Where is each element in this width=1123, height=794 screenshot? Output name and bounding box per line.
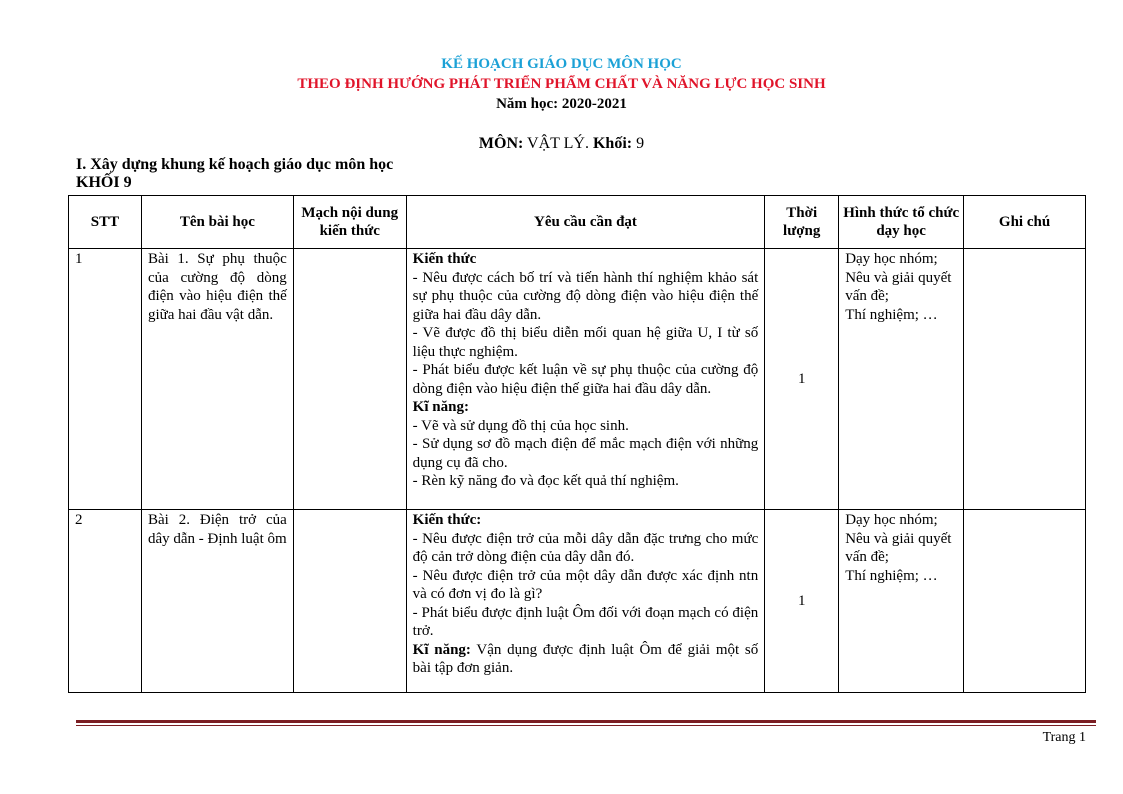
form-item: Nêu và giải quyết vấn đề; (845, 530, 952, 565)
req-skill-label: Kĩ năng: (412, 641, 471, 658)
cell-stt: 1 (69, 249, 142, 510)
cell-form (839, 249, 964, 510)
req-item: - Sử dụng sơ đồ mạch điện để mắc mạch điện với những dụng cụ đã cho. (412, 436, 759, 471)
footer-rule-thick (76, 720, 1096, 723)
req-item: - Phát biểu được định luật Ôm đối với đoạn mạch có điện trở. (412, 604, 759, 639)
form-item: Dạy học nhóm; (845, 251, 938, 267)
cell-stt: 2 (69, 510, 142, 693)
cell-lesson: Bài 2. Điện trở của dây dẫn - Định luật ôm (141, 510, 293, 693)
plan-subtitle: THEO ĐỊNH HƯỚNG PHÁT TRIỂN PHẨM CHẤT VÀ NĂNG LỰC HỌC SINH (297, 76, 826, 92)
req-item: - Phát biểu được kết luận về sự phụ thuộc của cường độ dòng điện vào hiệu điện thế giữa hai đầu dây dẫn. (412, 362, 759, 397)
page-number: Trang 1 (1042, 730, 1086, 745)
cell-content (293, 249, 406, 510)
plan-title: KẾ HOẠCH GIÁO DỤC MÔN HỌC (441, 56, 682, 72)
form-item: Thí nghiệm; … (845, 306, 938, 323)
req-skill (413, 641, 759, 678)
document-header (0, 54, 1123, 114)
header-duration: Thời lượng (765, 196, 839, 249)
header-content: Mạch nội dung kiến thức (293, 196, 406, 249)
school-year: Năm học: 2020-2021 (496, 96, 627, 112)
header-form: Hình thức tổ chức dạy học (839, 196, 964, 249)
req-heading: Kiến thức: (412, 512, 482, 528)
cell-duration: 1 (765, 249, 839, 510)
table-row (69, 510, 1086, 693)
subject-value: VẬT LÝ. (523, 135, 593, 152)
header-note: Ghi chú (964, 196, 1086, 249)
header-stt: STT (69, 196, 142, 249)
subject-label: MÔN: (478, 135, 524, 152)
req-skill-text: Vận dụng được định luật Ôm để giải một số bài tập đơn giản. (412, 641, 759, 676)
plan-table (68, 195, 1086, 693)
footer-rule-thin (76, 725, 1096, 726)
grade-label: Khối: (592, 135, 633, 152)
req-heading: Kĩ năng: (412, 399, 469, 415)
req-item: - Vẽ và sử dụng đồ thị của học sinh. (412, 417, 629, 434)
section-heading (76, 156, 393, 192)
form-item: Thí nghiệm; … (845, 567, 938, 584)
cell-note (964, 249, 1086, 510)
req-item: - Vẽ được đồ thị biểu diễn mối quan hệ giữa U, I từ số liệu thực nghiệm. (412, 325, 759, 360)
grade-value: 9 (632, 135, 645, 152)
cell-note (964, 510, 1086, 693)
cell-requirements (406, 510, 765, 693)
section-title: I. Xây dựng khung kế hoạch giáo dục môn học (76, 156, 394, 173)
cell-duration: 1 (765, 510, 839, 693)
cell-requirements (406, 249, 765, 510)
table-row (69, 249, 1086, 510)
req-heading: Kiến thức (412, 251, 477, 267)
req-item: - Nêu được điện trở của một dây dẫn được xác định ntn và có đơn vị đo là gì? (412, 567, 759, 602)
section-grade: KHỐI 9 (76, 174, 132, 191)
req-item: - Nêu được điện trở của mỗi dây dẫn đặc trưng cho mức độ cản trở dòng điện của dây dẫn đó. (412, 530, 759, 565)
header-lesson: Tên bài học (141, 196, 293, 249)
req-item: - Nêu được cách bố trí và tiến hành thí nghiệm khảo sát sự phụ thuộc của cường độ dòng điện vào hiệu điện thế giữa hai đầu dây dẫn. (412, 269, 759, 323)
cell-form (839, 510, 964, 693)
cell-lesson: Bài 1. Sự phụ thuộc của cường độ dòng điện vào hiệu điện thế giữa hai đầu vật dẫn. (141, 249, 293, 510)
form-item: Dạy học nhóm; (845, 512, 938, 528)
req-item: - Rèn kỹ năng đo và đọc kết quả thí nghiệm. (412, 473, 679, 489)
header-requirements: Yêu cầu cần đạt (406, 196, 765, 249)
subject-line (0, 134, 1123, 154)
table-header-row (69, 196, 1086, 249)
form-item: Nêu và giải quyết vấn đề; (845, 269, 952, 304)
footer-divider (76, 720, 1096, 726)
cell-content (293, 510, 406, 693)
